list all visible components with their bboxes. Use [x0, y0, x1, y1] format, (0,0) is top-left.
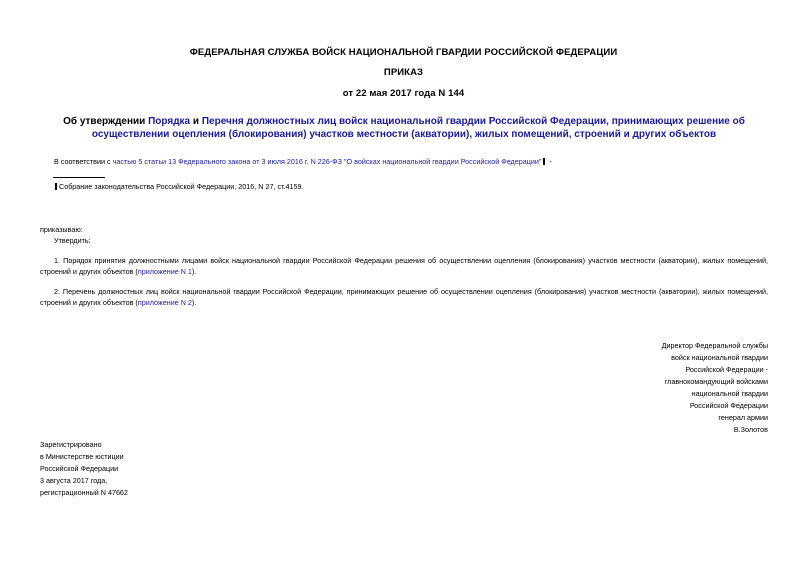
footnote	[53, 181, 753, 192]
signature-line: национальной гвардии	[691, 389, 768, 398]
title-link-procedure[interactable]: Порядка	[148, 116, 191, 127]
item-1-end: ).	[191, 267, 197, 276]
agency-heading: ФЕДЕРАЛЬНАЯ СЛУЖБА ВОЙСК НАЦИОНАЛЬНОЙ ГВАРДИИ РОССИЙСКОЙ ФЕДЕРАЦИИ	[189, 47, 618, 58]
title-middle: и	[190, 116, 202, 127]
preamble-law-link[interactable]: частью 5 статьи 13 Федерального закона от 3 июля 2016 г. N 226-ФЗ "О войсках национальной гвардии Российской Федерации"	[112, 157, 542, 166]
registration-line: в Министерстве юстиции	[40, 452, 124, 461]
order-item-1	[40, 255, 768, 277]
document-type: ПРИКАЗ	[383, 67, 424, 78]
title-prefix: Об утверждении	[63, 116, 149, 127]
document-date-number: от 22 мая 2017 года N 144	[342, 88, 465, 99]
signature-line: Директор Федеральной службы	[661, 341, 768, 350]
appendix-2-link[interactable]: приложение N 2	[137, 298, 192, 307]
item-1-text: 1. Порядок принятия должностными лицами войск национальной гвардии Российской Федерации решения об осуществлении оцепления (блокирования) участков местности (акватории), жилых помещений, строений и других объектов (	[40, 256, 768, 276]
registration-line: Российской Федерации	[40, 464, 119, 473]
footnote-marker[interactable]	[543, 158, 545, 165]
item-2-end: ).	[191, 298, 197, 307]
signature-line: Российской Федерации	[689, 401, 768, 410]
signature-line: войск национальной гвардии	[671, 353, 768, 362]
footnote-divider	[53, 177, 105, 178]
registration-block	[40, 439, 128, 499]
document-title	[30, 115, 778, 141]
signature-line: главнокомандующий войсками	[664, 377, 768, 386]
preamble-suffix: -	[547, 157, 552, 166]
signature-block	[568, 340, 768, 436]
order-item-2	[40, 286, 768, 308]
item-2-text: 2. Перечень должностных лиц войск национальной гвардии Российской Федерации, принимающих решение об осуществлении оцепления (блокирования) участков местности (акватории), жилых помещений, строений и других объектов (	[40, 287, 768, 307]
registration-number: регистрационный N 47662	[40, 488, 128, 497]
approve-label: Утвердить:	[54, 236, 91, 245]
signature-line: генерал армии	[718, 413, 768, 422]
order-verb: приказываю:	[40, 225, 83, 234]
title-link-list[interactable]: Перечня должностных лиц войск национальной гвардии Российской Федерации, принимающих решение об осуществлении оцепления (блокирования) участков местности (акватории), жилых помещений, строений и других объектов	[91, 116, 745, 140]
preamble-prefix: В соответствии с	[54, 157, 113, 166]
signatory-name: В.Золотов	[733, 425, 768, 434]
signature-line: Российской Федерации -	[685, 365, 768, 374]
appendix-1-link[interactable]: приложение N 1	[137, 267, 192, 276]
footnote-text: Собрание законодательства Российской Федерации, 2016, N 27, ст.4159.	[59, 182, 304, 191]
registration-line: Зарегистрировано	[40, 440, 102, 449]
registration-line: 3 августа 2017 года,	[40, 476, 108, 485]
footnote-ref-mark	[55, 183, 57, 190]
preamble	[40, 156, 768, 167]
